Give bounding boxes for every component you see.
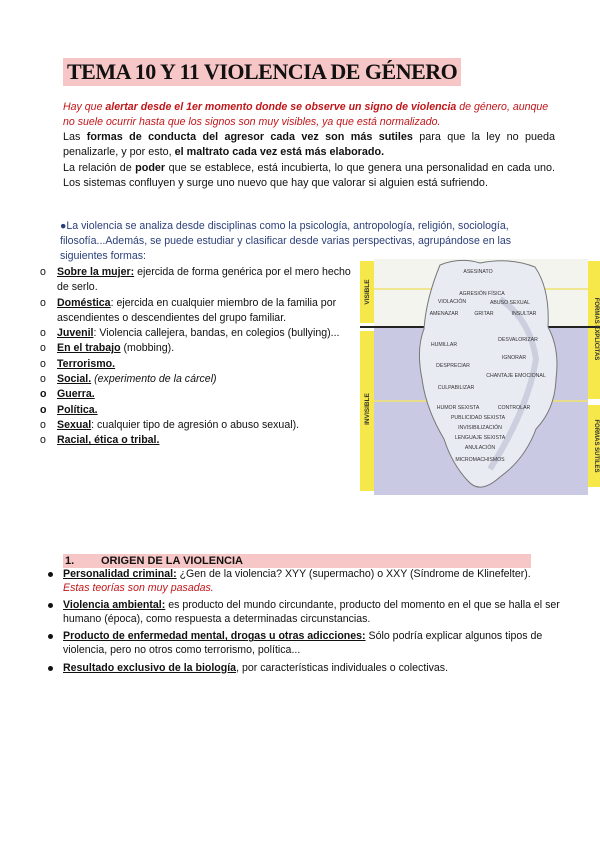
iceberg-label: ASESINATO [463, 269, 493, 275]
paragraph-agresor [63, 130, 555, 160]
iceberg-label: AGRESIÓN FÍSICA [459, 291, 505, 297]
iceberg-label: HUMILLAR [430, 342, 458, 348]
origin-term: Personalidad criminal: [63, 568, 177, 580]
form-desc: : Violencia callejera, bandas, en colegios (bullying)... [93, 327, 340, 340]
intro-text-3: de género, aunque no suele ocurrir hasta que los signos son muy visibles, ya que está normalizado. [63, 101, 549, 128]
origins-list [48, 568, 563, 679]
para1-b: formas de conducta del agresor cada vez son más sutiles [86, 131, 413, 143]
list-marker: o [40, 357, 46, 370]
para2-c: que se establece, está incubierta, lo que genera una personalidad en cada uno. Los sistemas confluyen y surge uno nuevo que hay que valorar si alguien está sufriendo. [63, 162, 555, 189]
list-marker: o [40, 388, 47, 401]
iceberg-diagram [360, 259, 600, 495]
list-item [48, 662, 563, 676]
origin-desc: Sólo podría explicar algunos tipos de violencia, pero no otros como terrorismo, política... [63, 630, 543, 656]
iceberg-label: HUMOR SEXISTA [436, 405, 480, 411]
iceberg-label: DESPRECIAR [436, 363, 470, 369]
list-marker: o [40, 373, 46, 386]
form-term: En el trabajo [57, 342, 121, 355]
origin-note: Estas teorías son muy pasadas. [63, 581, 214, 594]
page-title: TEMA 10 Y 11 VIOLENCIA DE GÉNERO [63, 58, 461, 86]
para1-d: el maltrato cada vez está más elaborado. [174, 146, 385, 158]
form-term: Sobre la mujer: [57, 266, 135, 278]
form-desc: (experimento de la cárcel) [91, 373, 217, 386]
paragraph-poder [63, 161, 555, 191]
iceberg-label: AMENAZAR [429, 311, 459, 317]
section-title: ORIGEN DE LA VIOLENCIA [101, 555, 243, 567]
visible-label: VISIBLE [364, 279, 371, 305]
section-number: 1. [65, 555, 75, 567]
para2-b: poder [135, 162, 166, 174]
intro-text-1: Hay que [63, 101, 106, 113]
iceberg-label: CHANTAJE EMOCIONAL [486, 373, 546, 379]
iceberg-label: VIOLACIÓN [437, 299, 467, 305]
list-item [40, 372, 360, 387]
forms-intro: ●La violencia se analiza desde disciplinas como la psicología, antropología, religión, sociología, filosofía...Además, se puede estudiar y clasificar desde varias perspectivas, agrupándose en las siguientes formas: [60, 220, 512, 262]
form-term: Sexual [57, 418, 92, 431]
origin-desc: , por características individuales o colectivas. [236, 661, 449, 674]
form-term: Terrorismo. [57, 357, 116, 370]
origin-desc: es producto del mundo circundante, producto del momento en el que se halla el ser humano (época), como respuesta a determinadas circunstancias. [63, 599, 560, 625]
list-marker: o [40, 296, 46, 309]
list-marker: o [40, 418, 46, 431]
para1-a: Las [63, 131, 87, 143]
list-item [40, 265, 360, 296]
list-marker: o [40, 266, 46, 278]
list-item [40, 403, 360, 418]
para2-a: La relación de [63, 162, 136, 174]
forms-list [40, 265, 360, 449]
explicit-label: FORMAS EXPLÍCITAS [593, 297, 599, 361]
iceberg-label: CULPABILIZAR [437, 385, 475, 391]
iceberg-label: IGNORAR [501, 355, 527, 361]
form-desc: (mobbing). [120, 342, 175, 355]
iceberg-label: INVISIBILIZACIÓN [458, 425, 502, 431]
section-heading [63, 554, 531, 568]
bullet-icon [48, 603, 53, 608]
origin-term: Violencia ambiental: [63, 599, 166, 612]
form-desc: : ejercida en cualquier miembro de la familia por ascendientes o descendientes del grupo familiar. [57, 296, 337, 324]
bullet-icon [48, 634, 53, 639]
list-item [40, 433, 360, 448]
list-item [40, 418, 360, 433]
iceberg-label: MICROMACHISMOS [455, 457, 505, 463]
list-item [48, 599, 563, 626]
form-desc: : cualquier tipo de agresión o abuso sexual). [91, 418, 300, 431]
form-desc: ejercida de forma genérica por el mero hecho de serlo. [57, 266, 351, 294]
iceberg-label: CONTROLAR [497, 405, 531, 411]
intro-warning [63, 100, 555, 129]
list-item [40, 326, 360, 341]
form-term: Juvenil [57, 327, 94, 340]
intro-text-bold: alertar desde el 1er momento donde se observe un signo de violencia [105, 101, 457, 113]
subtle-label: FORMAS SUTILES [593, 419, 599, 473]
form-term: Política. [57, 403, 98, 416]
iceberg-label: PUBLICIDAD SEXISTA [450, 415, 506, 421]
invisible-label: INVISIBLE [364, 393, 371, 425]
list-marker: o [40, 327, 46, 340]
list-item [48, 630, 563, 657]
iceberg-label: INSULTAR [511, 311, 537, 317]
bullet-icon [48, 666, 53, 671]
bullet-icon [48, 572, 53, 577]
list-item [40, 387, 360, 402]
list-item [40, 357, 360, 372]
list-marker: o [40, 434, 46, 447]
iceberg-label: ABUSO SEXUAL [489, 300, 531, 306]
para1-c: para que la ley no pueda penalizarle, y por esto, [63, 131, 555, 158]
form-term: Guerra. [57, 388, 95, 401]
iceberg-label: LENGUAJE SEXISTA [454, 435, 506, 441]
list-item [40, 341, 360, 356]
iceberg-label: GRITAR [474, 311, 494, 317]
form-term: Social. [57, 373, 92, 386]
list-item [40, 296, 360, 327]
iceberg-label: DESVALORIZAR [498, 337, 538, 343]
origin-term: Resultado exclusivo de la biología [63, 661, 237, 674]
form-term: Doméstica [57, 296, 111, 309]
form-term: Racial, ética o tribal. [57, 434, 160, 447]
origin-desc: ¿Gen de la violencia? XYY (supermacho) o XXY (Síndrome de Klinefelter). [176, 568, 531, 580]
list-marker: o [40, 403, 47, 416]
iceberg-label: ANULACIÓN [464, 445, 496, 451]
list-item [48, 568, 563, 595]
origin-term: Producto de enfermedad mental, drogas u otras adicciones: [63, 630, 366, 643]
list-marker: o [40, 342, 46, 355]
